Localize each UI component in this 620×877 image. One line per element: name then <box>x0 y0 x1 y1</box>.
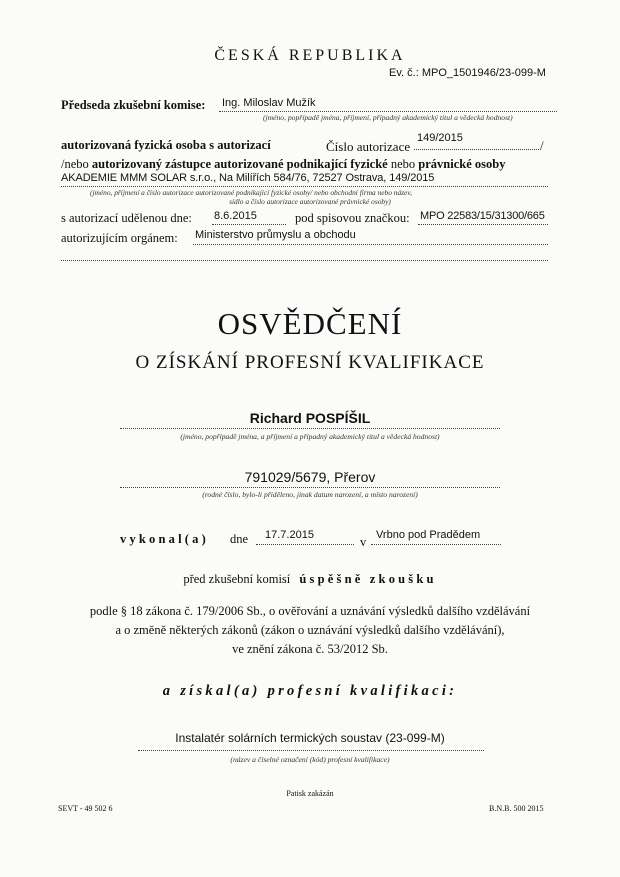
company-caption-2: sídlo a číslo autorizace autorizované právnické osoby) <box>229 197 391 206</box>
legal-person-label: právnické osoby <box>418 157 506 171</box>
file-label: pod spisovou značkou: <box>295 211 410 225</box>
qualification-heading: a získal(a) profesní kvalifikaci: <box>162 683 458 699</box>
qualification-name: Instalatér solárních termických soustav (23-099-M) <box>175 731 445 745</box>
chair-name: Ing. Miloslav Mužík <box>222 97 316 109</box>
sevt-code: SEVT - 49 502 6 <box>58 804 113 813</box>
authority-dotted-line <box>193 244 548 245</box>
company-dotted-line <box>61 186 548 187</box>
chair-label: Předseda zkušební komise: <box>61 98 206 112</box>
file-dotted-line <box>418 224 548 225</box>
exam-before-row <box>0 572 620 587</box>
qualification-caption: (název a číselné označení (kód) profesní kvalifikace) <box>230 755 390 764</box>
authorized-person-label: autorizovaná fyzická osoba s autorizací <box>61 138 271 152</box>
qualification-dotted-line <box>138 750 484 751</box>
evidence-value: MPO_1501946/23-099-M <box>421 67 546 79</box>
evidence-label: Ev. č.: <box>389 67 419 79</box>
extra-dotted-line <box>61 260 548 261</box>
country-heading: ČESKÁ REPUBLIKA <box>214 47 406 64</box>
or-text-2: nebo <box>390 157 416 171</box>
company-caption-1: (jméno, příjmení a číslo autorizace autorizované podnikající fyzické osoby/ nebo obchodní firma nebo název, <box>90 188 412 197</box>
exam-date: 17.7.2015 <box>265 529 314 541</box>
exam-date-label: dne <box>230 532 249 546</box>
exam-place: Vrbno pod Pradědem <box>376 529 481 541</box>
birth-caption: (rodné číslo, bylo-li přiděleno, jinak datum narození, a místo narození) <box>202 490 418 499</box>
chair-caption: (jméno, popřípadě jména, příjmení, případný akademický titul a vědecká hodnost) <box>263 113 513 122</box>
reprint-note: Patisk zakázán <box>286 789 334 798</box>
evidence-number <box>389 67 546 79</box>
law-line-1: podle § 18 zákona č. 179/2006 Sb., o ověřování a uznávání výsledků dalšího vzdělávání <box>89 604 531 618</box>
authorization-slash: / <box>540 138 544 153</box>
law-line-2: a o změně některých zákonů (zákon o uznávání výsledků dalšího vzdělávání), <box>115 623 505 637</box>
exam-place-dotted-line <box>371 544 501 545</box>
file-number: MPO 22583/15/31300/665 <box>420 210 545 222</box>
holder-name: Richard POSPÍŠIL <box>249 410 371 426</box>
certificate-subtitle: O ZÍSKÁNÍ PROFESNÍ KVALIFIKACE <box>135 352 485 373</box>
representative-label: autorizovaný zástupce autorizované podnikající fyzické <box>91 157 388 171</box>
authorization-dotted-line <box>414 149 539 150</box>
chair-dotted-line <box>219 111 557 112</box>
certificate-title: OSVĚDČENÍ <box>217 306 403 341</box>
authority-label: autorizujícím orgánem: <box>61 231 178 245</box>
exam-result: úspěšně zkoušku <box>299 572 437 586</box>
bnb-code: B.N.B. 500 2015 <box>489 804 544 813</box>
before-committee-label: před zkušební komisí <box>183 572 291 586</box>
granted-label: s autorizací udělenou dne: <box>61 211 192 225</box>
performed-label: vykonal(a) <box>120 532 209 546</box>
or-text: /nebo <box>61 157 89 171</box>
authorization-number: 149/2015 <box>417 132 463 144</box>
granted-dotted-line <box>212 224 286 225</box>
law-line-3: ve znění zákona č. 53/2012 Sb. <box>232 642 388 656</box>
granted-date: 8.6.2015 <box>214 210 257 222</box>
birth-dotted-line <box>120 487 500 488</box>
representative-row <box>61 157 505 172</box>
authorization-number-label: Číslo autorizace <box>326 139 411 154</box>
birth-value: 791029/5679, Přerov <box>244 469 376 485</box>
holder-name-caption: (jméno, popřípadě jména, a příjmení a případný akademický titul a vědecká hodnost) <box>180 432 440 441</box>
exam-date-dotted-line <box>256 544 354 545</box>
holder-name-dotted-line <box>120 428 500 429</box>
authority-value: Ministerstvo průmyslu a obchodu <box>195 229 356 241</box>
company-value: AKADEMIE MMM SOLAR s.r.o., Na Milířích 584/76, 72527 Ostrava, 149/2015 <box>61 172 435 184</box>
exam-place-label: v <box>360 535 367 549</box>
